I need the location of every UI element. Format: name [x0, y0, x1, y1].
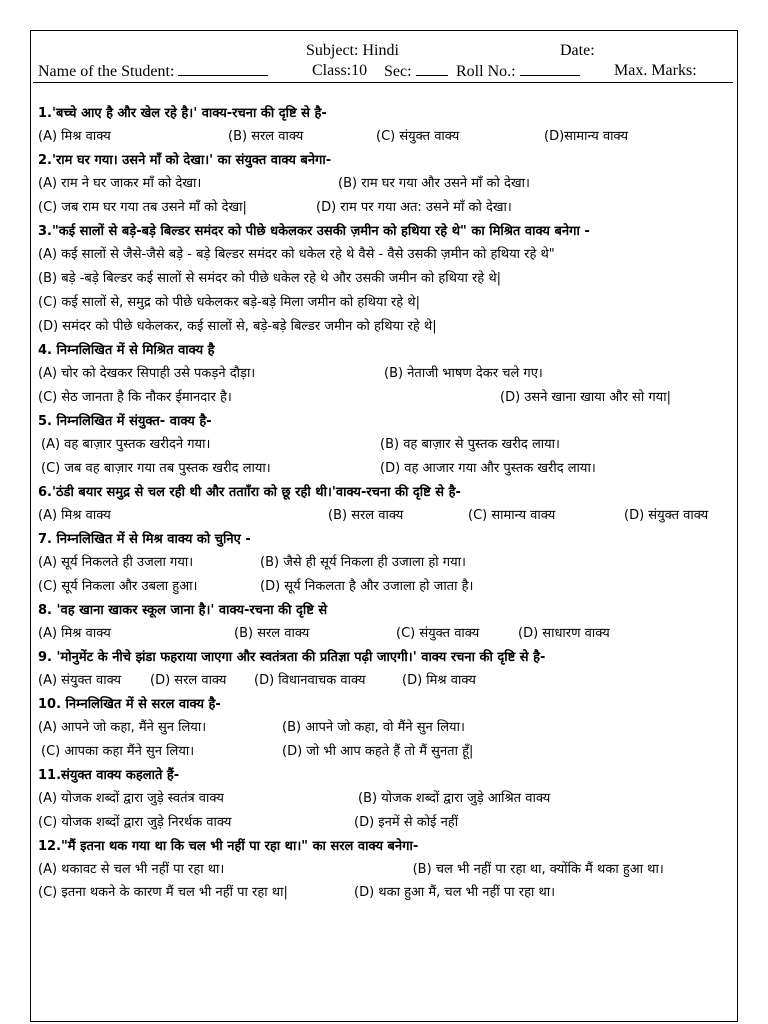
option[interactable]: (A) सूर्य निकलते ही उजला गया। [38, 555, 194, 570]
option[interactable]: (C) संयुक्त वाक्य [396, 626, 480, 641]
roll-field[interactable] [456, 62, 580, 81]
option[interactable]: (C) जब राम घर गया तब उसने माँ को देखा| [38, 200, 247, 215]
options-row [38, 551, 738, 575]
option[interactable]: (C) कई सालों से, समुद्र को पीछे धकेलकर बड़े-बड़े मिला जमीन को हथिया रहे थे| [38, 295, 420, 310]
student-name-blank[interactable] [178, 62, 268, 76]
options-row [38, 315, 738, 339]
question-5: 5. निम्नलिखित में संयुक्त- वाक्य है- [38, 414, 212, 429]
section-field[interactable] [384, 62, 448, 81]
option[interactable]: (C) सूर्य निकला और उबला हुआ। [38, 579, 198, 594]
options-row [38, 716, 738, 740]
option[interactable]: (C) योजक शब्दों द्वारा जुड़े निरर्थक वाक्य [38, 815, 232, 830]
option[interactable]: (A) मिश्र वाक्य [38, 626, 111, 641]
option[interactable]: (B) योजक शब्दों द्वारा जुड़े आश्रित वाक्य [358, 791, 551, 806]
section-blank[interactable] [416, 62, 448, 76]
options-row [38, 433, 738, 457]
question-11: 11.संयुक्त वाक्य कहलाते हैं- [38, 768, 180, 783]
question-7: 7. निम्नलिखित में से मिश्र वाक्य को चुनिए - [38, 532, 251, 547]
option[interactable]: (C) इतना थकने के कारण मैं चल भी नहीं पा रहा था| [38, 885, 288, 900]
options-row [38, 575, 738, 599]
option[interactable]: (A) मिश्र वाक्य [38, 129, 111, 144]
option[interactable]: (B) बड़े -बड़े बिल्डर कई सालों से समंदर को पीछे धकेल रहे थे और उसकी जमीन को हथिया रहे थे| [38, 271, 502, 286]
options-row [38, 172, 738, 196]
question-list [38, 102, 738, 905]
option[interactable]: (C) जब वह बाज़ार गया तब पुस्तक खरीद लाया। [41, 461, 271, 476]
option[interactable]: (B) जैसे ही सूर्य निकला ही उजाला हो गया। [260, 555, 466, 570]
option[interactable]: (D) राम पर गया अत: उसने माँ को देखा। [316, 200, 512, 215]
options-row [38, 622, 738, 646]
option[interactable]: (D) साधारण वाक्य [518, 626, 610, 641]
options-row [38, 386, 738, 410]
option[interactable]: (C) आपका कहा मैंने सुन लिया। [41, 744, 195, 759]
option[interactable]: (B) चल भी नहीं पा रहा था, क्योंकि मैं थका हुआ था। [412, 862, 664, 877]
options-row [38, 125, 738, 149]
question-3: 3."कई सालों से बड़े-बड़े बिल्डर समंदर को पीछे धकेलकर उसकी ज़मीन को हथिया रहे थे" का मिश्रित वाक्य बनेगा - [38, 224, 590, 239]
option[interactable]: (B) नेताजी भाषण देकर चले गए। [384, 366, 543, 381]
subject-label: Subject: Hindi [306, 42, 399, 59]
option[interactable]: (A) थकावट से चल भी नहीं पा रहा था। [38, 862, 225, 877]
question-2: 2.'राम घर गया। उसने माँ को देखा।' का संयुक्त वाक्य बनेगा- [38, 153, 332, 168]
option[interactable]: (A) योजक शब्दों द्वारा जुड़े स्वतंत्र वाक्य [38, 791, 224, 806]
section-label: Sec: [384, 63, 412, 80]
option[interactable]: (A) वह बाज़ार पुस्तक खरीदने गया। [41, 437, 211, 452]
option[interactable]: (D) समंदर को पीछे धकेलकर, कई सालों से, बड़े-बड़े बिल्डर जमीन को हथिया रहे थे| [38, 319, 437, 334]
options-row [38, 669, 738, 693]
question-8: 8. 'वह खाना खाकर स्कूल जाना है।' वाक्य-रचना की दृष्टि से [38, 603, 328, 618]
option[interactable]: (D) जो भी आप कहते हैं तो मैं सुनता हूँ| [282, 744, 474, 759]
options-row [38, 196, 738, 220]
option[interactable]: (B) राम घर गया और उसने माँ को देखा। [338, 176, 530, 191]
option[interactable]: (B) सरल वाक्य [328, 508, 404, 523]
student-name-field[interactable] [38, 62, 268, 81]
option[interactable]: (D) विधानवाचक वाक्य [254, 673, 366, 688]
option[interactable]: (A) संयुक्त वाक्य [38, 673, 122, 688]
options-row [38, 267, 738, 291]
options-row [38, 881, 738, 905]
class-label: Class:10 [312, 62, 368, 79]
option[interactable]: (C) सेठ जानता है कि नौकर ईमानदार है। [38, 390, 232, 405]
option[interactable]: (D) उसने खाना खाया और सो गया| [500, 390, 671, 405]
option[interactable]: (B) वह बाज़ार से पुस्तक खरीद लाया। [380, 437, 560, 452]
options-row [38, 362, 738, 386]
question-6: 6.'ठंडी बयार समुद्र से चल रही थी और ततााँरा को छू रही थी।'वाक्य-रचना की दृष्टि से है- [38, 485, 461, 500]
option[interactable]: (C) संयुक्त वाक्य [376, 129, 460, 144]
option[interactable]: (D) मिश्र वाक्य [402, 673, 476, 688]
option[interactable]: (D)सामान्य वाक्य [544, 129, 629, 144]
option[interactable]: (A) कई सालों से जैसे-जैसे बड़े - बड़े बिल्डर समंदर को धकेल रहे थे वैसे - वैसे उसकी ज़मीन को हथिया रहे थे" [38, 247, 555, 262]
options-row [38, 858, 733, 881]
options-row [38, 291, 738, 315]
options-row [38, 243, 738, 267]
question-4: 4. निम्नलिखित में से मिश्रित वाक्य है [38, 343, 215, 358]
option[interactable]: (B) सरल वाक्य [228, 129, 304, 144]
question-1: 1.'बच्चे आए है और खेल रहे है।' वाक्य-रचना की दृष्टि से है- [38, 106, 327, 121]
option[interactable]: (A) राम ने घर जाकर माँ को देखा। [38, 176, 202, 191]
question-9: 9. 'मोनुमेंट के नीचे झंडा फहराया जाएगा और स्वतंत्रता की प्रतिज्ञा पढ़ी जाएगी।' वाक्य रचना की दृष्टि से है- [38, 650, 546, 665]
student-name-label: Name of the Student: [38, 63, 175, 80]
options-row [38, 811, 738, 835]
option[interactable]: (A) चोर को देखकर सिपाही उसे पकड़ने दौड़ा। [38, 366, 256, 381]
options-row [38, 504, 738, 528]
option[interactable]: (D) इनमें से कोई नहीं [354, 815, 459, 830]
date-label: Date: [560, 42, 595, 59]
option[interactable]: (B) सरल वाक्य [234, 626, 310, 641]
option[interactable]: (A) मिश्र वाक्य [38, 508, 111, 523]
option[interactable]: (D) थका हुआ मैं, चल भी नहीं पा रहा था। [354, 885, 556, 900]
question-10: 10. निम्नलिखित में से सरल वाक्य है- [38, 697, 221, 712]
option[interactable]: (D) संयुक्त वाक्य [624, 508, 709, 523]
option[interactable]: (D) सूर्य निकलता है और उजाला हो जाता है। [260, 579, 474, 594]
option[interactable]: (B) आपने जो कहा, वो मैंने सुन लिया। [282, 720, 465, 735]
roll-blank[interactable] [520, 62, 580, 76]
options-row [38, 457, 738, 481]
option[interactable]: (D) वह आजार गया और पुस्तक खरीद लाया। [380, 461, 596, 476]
question-12: 12."मैं इतना थक गया था कि चल भी नहीं पा रहा था।" का सरल वाक्य बनेगा- [38, 839, 419, 854]
roll-label: Roll No.: [456, 63, 516, 80]
option[interactable]: (A) आपने जो कहा, मैंने सुन लिया। [38, 720, 207, 735]
max-marks-label: Max. Marks: [614, 62, 697, 79]
option[interactable]: (D) सरल वाक्य [150, 673, 227, 688]
header-divider [33, 82, 733, 83]
options-row [38, 787, 738, 811]
option[interactable]: (C) सामान्य वाक्य [468, 508, 556, 523]
options-row [38, 740, 738, 764]
